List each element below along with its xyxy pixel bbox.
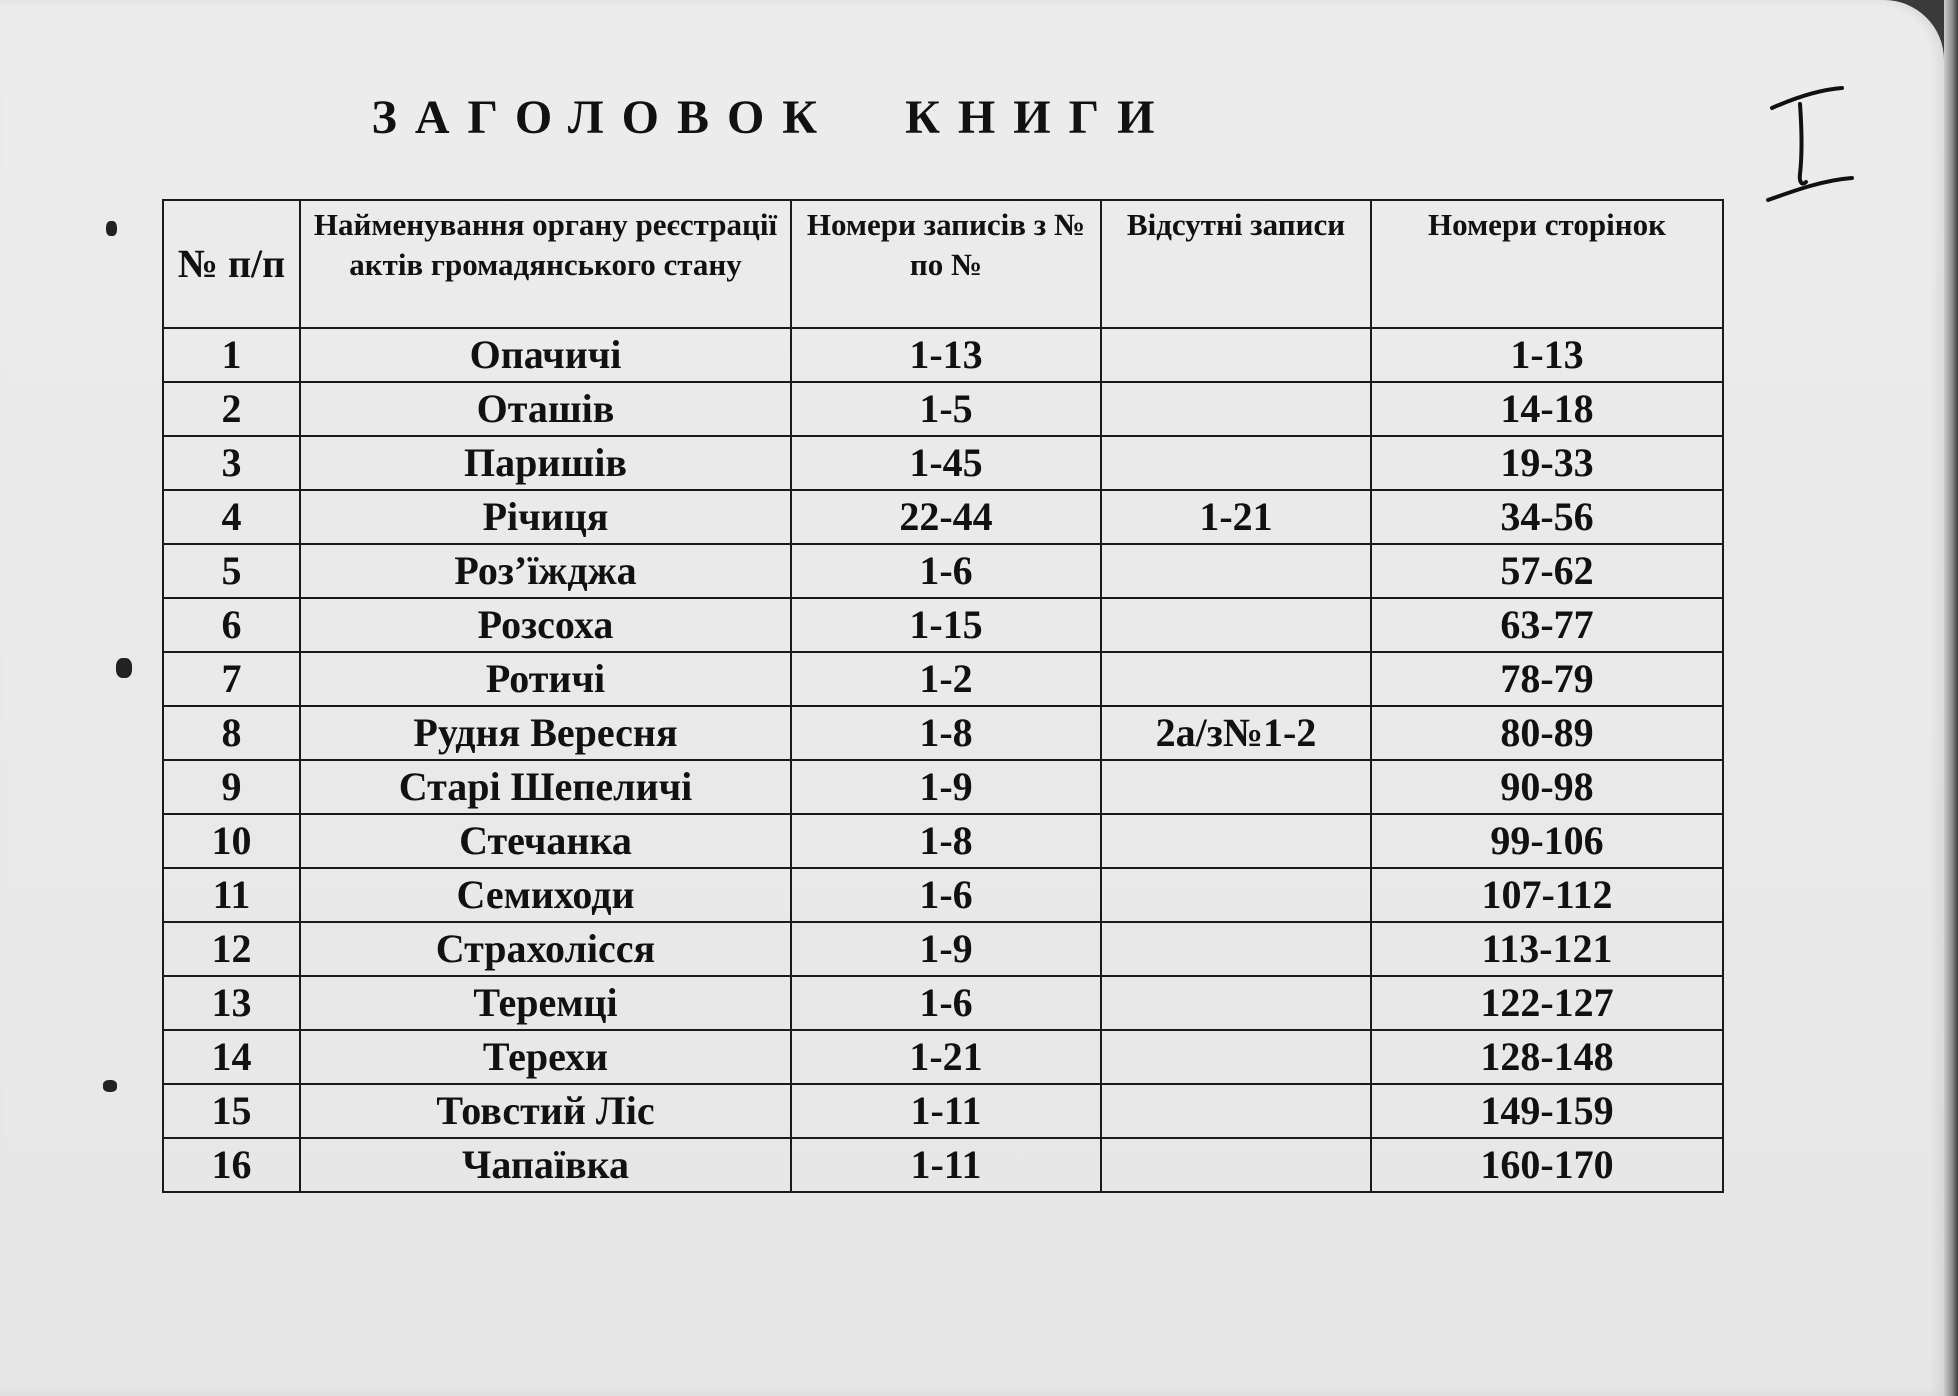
cell-missing-records <box>1101 328 1371 382</box>
table-row <box>163 1138 1723 1192</box>
cell-missing-records <box>1101 436 1371 490</box>
cell-page-numbers: 149-159 <box>1371 1084 1723 1138</box>
cell-missing-records <box>1101 544 1371 598</box>
cell-row-number: 1 <box>163 328 300 382</box>
cell-row-number: 16 <box>163 1138 300 1192</box>
cell-row-number: 13 <box>163 976 300 1030</box>
cell-page-numbers: 1-13 <box>1371 328 1723 382</box>
table-row <box>163 598 1723 652</box>
cell-registry-office: Страхолісся <box>300 922 791 976</box>
table-row <box>163 436 1723 490</box>
cell-row-number: 3 <box>163 436 300 490</box>
cell-registry-office: Старі Шепеличі <box>300 760 791 814</box>
punch-hole-top <box>106 221 117 236</box>
cell-registry-office: Оташів <box>300 382 791 436</box>
cell-registry-office: Терехи <box>300 1030 791 1084</box>
cell-page-numbers: 78-79 <box>1371 652 1723 706</box>
cell-page-numbers: 90-98 <box>1371 760 1723 814</box>
cell-registry-office: Річиця <box>300 490 791 544</box>
cell-page-numbers: 19-33 <box>1371 436 1723 490</box>
cell-row-number: 8 <box>163 706 300 760</box>
table-body <box>163 328 1723 1192</box>
register-table <box>162 199 1724 1193</box>
cell-registry-office: Теремці <box>300 976 791 1030</box>
cell-missing-records <box>1101 814 1371 868</box>
cell-missing-records <box>1101 652 1371 706</box>
cell-missing-records <box>1101 1084 1371 1138</box>
cell-registry-office: Стечанка <box>300 814 791 868</box>
table-row <box>163 922 1723 976</box>
cell-row-number: 12 <box>163 922 300 976</box>
punch-hole-middle <box>116 658 132 678</box>
column-header-page-numbers: Номери сторінок <box>1371 200 1723 328</box>
cell-missing-records <box>1101 760 1371 814</box>
table-row <box>163 382 1723 436</box>
table-row <box>163 706 1723 760</box>
table-row <box>163 760 1723 814</box>
cell-record-numbers: 1-5 <box>791 382 1101 436</box>
punch-hole-bottom <box>103 1080 117 1092</box>
cell-record-numbers: 22-44 <box>791 490 1101 544</box>
table-row <box>163 544 1723 598</box>
cell-record-numbers: 1-45 <box>791 436 1101 490</box>
column-header-missing-records: Відсутні записи <box>1101 200 1371 328</box>
cell-registry-office: Паришів <box>300 436 791 490</box>
cell-page-numbers: 63-77 <box>1371 598 1723 652</box>
table-header-row <box>163 200 1723 328</box>
cell-registry-office: Ротичі <box>300 652 791 706</box>
column-header-registry-office: Найменування органу реєстрації актів громадянського стану <box>300 200 791 328</box>
cell-record-numbers: 1-21 <box>791 1030 1101 1084</box>
page-title: ЗАГОЛОВОК КНИГИ <box>371 91 1173 144</box>
cell-missing-records <box>1101 1030 1371 1084</box>
cell-page-numbers: 14-18 <box>1371 382 1723 436</box>
handwritten-roman-numeral-mark <box>1766 82 1856 212</box>
table-row <box>163 814 1723 868</box>
cell-row-number: 6 <box>163 598 300 652</box>
cell-row-number: 5 <box>163 544 300 598</box>
cell-record-numbers: 1-2 <box>791 652 1101 706</box>
table-row <box>163 652 1723 706</box>
cell-registry-office: Семиходи <box>300 868 791 922</box>
cell-missing-records <box>1101 922 1371 976</box>
cell-row-number: 10 <box>163 814 300 868</box>
cell-record-numbers: 1-8 <box>791 814 1101 868</box>
cell-registry-office: Товстий Ліс <box>300 1084 791 1138</box>
cell-row-number: 4 <box>163 490 300 544</box>
cell-registry-office: Чапаївка <box>300 1138 791 1192</box>
cell-page-numbers: 99-106 <box>1371 814 1723 868</box>
cell-record-numbers: 1-9 <box>791 922 1101 976</box>
table-row <box>163 1030 1723 1084</box>
cell-row-number: 14 <box>163 1030 300 1084</box>
cell-missing-records <box>1101 976 1371 1030</box>
cell-page-numbers: 160-170 <box>1371 1138 1723 1192</box>
cell-row-number: 9 <box>163 760 300 814</box>
cell-row-number: 11 <box>163 868 300 922</box>
column-header-record-numbers: Номери записів з № по № <box>791 200 1101 328</box>
cell-missing-records: 2а/з№1-2 <box>1101 706 1371 760</box>
cell-registry-office: Роз’їжджа <box>300 544 791 598</box>
cell-record-numbers: 1-11 <box>791 1084 1101 1138</box>
cell-record-numbers: 1-11 <box>791 1138 1101 1192</box>
cell-page-numbers: 57-62 <box>1371 544 1723 598</box>
cell-registry-office: Рудня Вересня <box>300 706 791 760</box>
cell-page-numbers: 107-112 <box>1371 868 1723 922</box>
cell-record-numbers: 1-8 <box>791 706 1101 760</box>
cell-record-numbers: 1-6 <box>791 976 1101 1030</box>
cell-page-numbers: 113-121 <box>1371 922 1723 976</box>
cell-missing-records: 1-21 <box>1101 490 1371 544</box>
paper-edge-shadow <box>1944 0 1958 1396</box>
cell-record-numbers: 1-13 <box>791 328 1101 382</box>
cell-page-numbers: 80-89 <box>1371 706 1723 760</box>
cell-record-numbers: 1-6 <box>791 868 1101 922</box>
table-row <box>163 976 1723 1030</box>
cell-record-numbers: 1-9 <box>791 760 1101 814</box>
table-row <box>163 1084 1723 1138</box>
cell-record-numbers: 1-15 <box>791 598 1101 652</box>
cell-row-number: 15 <box>163 1084 300 1138</box>
table-row <box>163 868 1723 922</box>
cell-registry-office: Розсоха <box>300 598 791 652</box>
cell-missing-records <box>1101 598 1371 652</box>
cell-page-numbers: 122-127 <box>1371 976 1723 1030</box>
cell-row-number: 2 <box>163 382 300 436</box>
table-row <box>163 490 1723 544</box>
cell-page-numbers: 128-148 <box>1371 1030 1723 1084</box>
cell-registry-office: Опачичі <box>300 328 791 382</box>
table-row <box>163 328 1723 382</box>
cell-missing-records <box>1101 1138 1371 1192</box>
column-header-number: № п/п <box>163 200 300 328</box>
cell-row-number: 7 <box>163 652 300 706</box>
cell-page-numbers: 34-56 <box>1371 490 1723 544</box>
cell-record-numbers: 1-6 <box>791 544 1101 598</box>
cell-missing-records <box>1101 382 1371 436</box>
cell-missing-records <box>1101 868 1371 922</box>
